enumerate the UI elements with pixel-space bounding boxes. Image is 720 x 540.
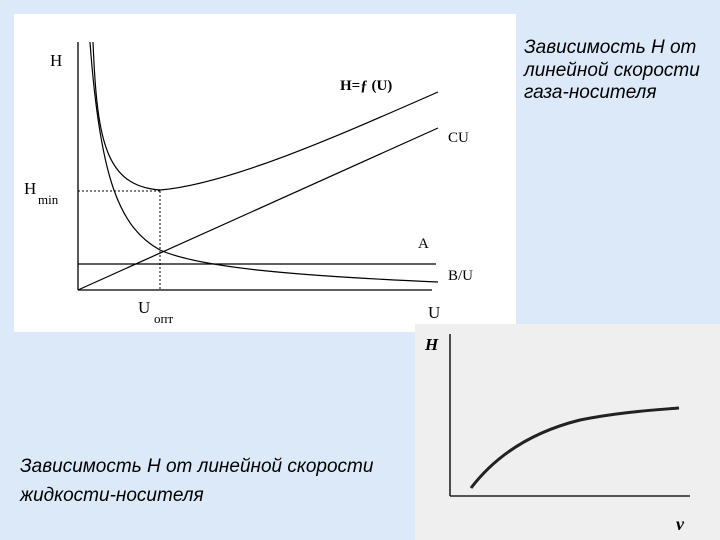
x-axis-label: U [428,303,441,322]
curve-cu-label: CU [448,130,469,146]
y-axis-label: H [50,51,63,70]
van-deemter-diagram [24,42,473,326]
curve-total-line [93,42,438,190]
liquid-h-curve [471,408,679,488]
liquid-h-diagram [424,334,690,534]
h-min-sub-label: min [38,192,59,207]
u-opt-label: U [138,298,151,317]
curve-bu-label: B/U [448,268,474,284]
h-min-label: H [24,179,37,198]
u-opt-sub-label: опт [154,311,174,326]
y-axis-label-bottom: H [425,335,439,354]
curve-a-label: A [418,236,429,252]
caption-liquid-carrier: Зависимость Н от линейной скорости жидкости-носителя [20,456,374,506]
curve-cu-line [78,128,438,290]
curve-total-label: H=ƒ (U) [340,78,393,94]
x-axis-label-bottom: v [676,514,684,534]
caption-gas-carrier: Зависимость Н от линейной скорости газа-носителя [524,37,700,103]
